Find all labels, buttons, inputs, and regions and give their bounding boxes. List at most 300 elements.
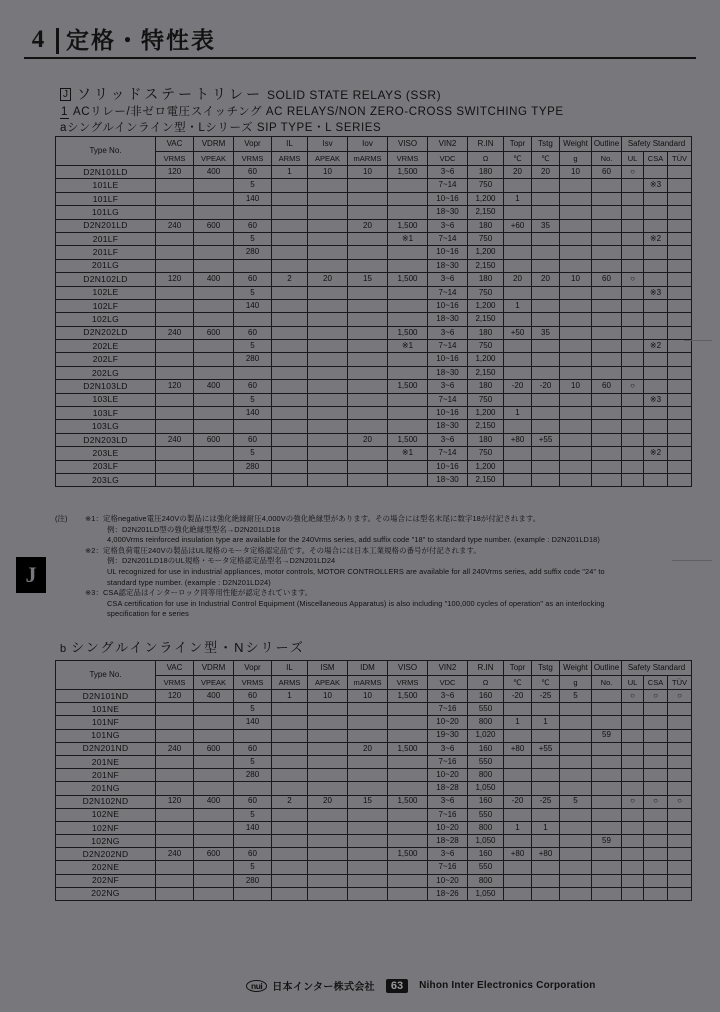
cell-isv: 10 [308,690,348,703]
cell-tstg [532,861,560,874]
cell-vopr: 140 [234,407,272,420]
cell-isv [308,232,348,245]
cell-vac [156,192,194,205]
cell-weight [560,206,592,219]
cell-vac [156,353,194,366]
cell-ul [622,742,644,755]
cell-rin: 1,020 [468,729,504,742]
table-row [56,821,692,834]
cell-csa [644,835,668,848]
cell-weight [560,769,592,782]
cell-weight [560,353,592,366]
cell-viso [388,782,428,795]
cell-weight [560,366,592,379]
cell-topr [504,353,532,366]
unit-viso: VRMS [388,676,428,690]
cell-csa [644,460,668,473]
col-safety-standard: Safety Standard [622,661,692,676]
footnote-line: 例：D2N201LD18のUL規格・モータ定格認定品型名→D2N201LD24 [107,556,336,566]
cell-vdrm [194,447,234,460]
cell-outline: 59 [592,835,622,848]
cell-type: 103LE [56,393,156,406]
cell-outline [592,742,622,755]
cell-isv [308,353,348,366]
cell-ul [622,353,644,366]
cell-outline [592,366,622,379]
cell-weight [560,874,592,887]
cell-csa: ※3 [644,286,668,299]
cell-isv: 20 [308,273,348,286]
cell-il [272,755,308,768]
side-tab-j[interactable] [16,557,46,593]
cell-tstg [532,460,560,473]
cell-weight [560,299,592,312]
table-row [56,326,692,339]
cell-tuv [668,447,692,460]
cell-vopr: 140 [234,299,272,312]
cell-rin: 750 [468,286,504,299]
cell-outline [592,259,622,272]
cell-type: 102LG [56,313,156,326]
page-title: 定格・特性表 [66,27,216,53]
cell-csa [644,273,668,286]
col-viso: VISO [388,137,428,152]
footnote-line: ※2：定格負荷電圧240Vの製品はUL規格のモータ定格認定品です。その場合には日本工業規格の番号が付記されます。 [85,545,481,555]
cell-tstg [532,246,560,259]
cell-iov: 15 [348,273,388,286]
footnote-line: ※3：CSA認定品はインターロック同等用性能が認定されています。 [85,588,313,598]
cell-outline [592,393,622,406]
cell-tuv [668,393,692,406]
side-tab-label: J [25,562,37,587]
cell-weight [560,782,592,795]
cell-il [272,246,308,259]
cell-outline [592,299,622,312]
cell-iov: 20 [348,219,388,232]
cell-viso: 1,500 [388,219,428,232]
cell-isv [308,703,348,716]
cell-topr [504,874,532,887]
cell-vin2: 3~6 [428,219,468,232]
cell-csa [644,259,668,272]
cell-outline [592,420,622,433]
cell-csa [644,755,668,768]
cell-tuv [668,286,692,299]
cell-tuv [668,473,692,486]
cell-viso [388,366,428,379]
cell-iov [348,232,388,245]
cell-vac: 240 [156,219,194,232]
cell-type: 203LF [56,460,156,473]
cell-viso [388,192,428,205]
cell-viso [388,769,428,782]
cell-topr: +80 [504,848,532,861]
cell-vdrm [194,755,234,768]
cell-iov [348,366,388,379]
cell-il: 1 [272,166,308,179]
cell-isv [308,755,348,768]
cell-type: D2N103LD [56,380,156,393]
cell-tuv [668,433,692,446]
cell-iov [348,393,388,406]
cell-topr [504,232,532,245]
cell-vin2: 3~6 [428,848,468,861]
cell-tuv [668,703,692,716]
cell-type: 202NG [56,887,156,900]
cell-type: 202LG [56,366,156,379]
cell-il [272,887,308,900]
table-row [56,299,692,312]
cell-outline [592,353,622,366]
cell-type: D2N201LD [56,219,156,232]
cell-isv [308,259,348,272]
cell-viso: 1,500 [388,848,428,861]
cell-rin: 750 [468,393,504,406]
cell-tstg [532,420,560,433]
cell-vac: 120 [156,273,194,286]
cell-rin: 1,200 [468,353,504,366]
cell-tstg [532,393,560,406]
unit-rin: Ω [468,152,504,166]
cell-isv [308,874,348,887]
cell-rin: 2,150 [468,366,504,379]
cell-iov [348,703,388,716]
cell-tuv [668,273,692,286]
cell-tuv [668,206,692,219]
table-row [56,166,692,179]
col-topr: Topr [504,137,532,152]
cell-ul [622,393,644,406]
cell-iov [348,835,388,848]
col-vdrm: VDRM [194,137,234,152]
cell-iov: 10 [348,166,388,179]
section-marker-j: J [60,88,71,101]
cell-vdrm: 600 [194,848,234,861]
cell-iov [348,259,388,272]
cell-vdrm: 600 [194,326,234,339]
cell-isv [308,447,348,460]
table-row [56,286,692,299]
unit-outline: No. [592,152,622,166]
cell-weight [560,232,592,245]
cell-viso [388,299,428,312]
table-l-series [55,136,692,487]
unit-il: ARMS [272,152,308,166]
unit-ul: UL [622,152,644,166]
cell-vopr: 140 [234,716,272,729]
cell-vin2: 3~6 [428,380,468,393]
cell-weight [560,286,592,299]
cell-outline [592,407,622,420]
unit-vdrm: VPEAK [194,676,234,690]
cell-tstg [532,703,560,716]
cell-csa [644,166,668,179]
cell-weight [560,861,592,874]
cell-viso [388,206,428,219]
cell-vdrm [194,729,234,742]
cell-csa [644,861,668,874]
cell-viso: 1,500 [388,742,428,755]
cell-type: 201NF [56,769,156,782]
unit-vopr: VRMS [234,676,272,690]
cell-vin2: 18~30 [428,366,468,379]
cell-type: D2N101ND [56,690,156,703]
cell-vac [156,460,194,473]
cell-outline [592,782,622,795]
cell-tuv [668,407,692,420]
cell-topr [504,366,532,379]
cell-vopr [234,729,272,742]
cell-iov [348,246,388,259]
cell-outline: 60 [592,273,622,286]
cell-isv: 10 [308,166,348,179]
cell-il [272,286,308,299]
cell-type: 103LG [56,420,156,433]
cell-vopr: 280 [234,769,272,782]
cell-topr [504,286,532,299]
cell-iov [348,874,388,887]
cell-rin: 1,200 [468,192,504,205]
page-footer [0,978,720,1000]
cell-outline [592,219,622,232]
cell-isv [308,848,348,861]
cell-type: 102NG [56,835,156,848]
cell-rin: 550 [468,755,504,768]
cell-viso [388,473,428,486]
col-vdrm: VDRM [194,661,234,676]
cell-tuv [668,232,692,245]
cell-outline [592,179,622,192]
cell-il [272,353,308,366]
cell-iov [348,313,388,326]
cell-viso [388,179,428,192]
cell-viso [388,407,428,420]
table-row [56,246,692,259]
cell-iov [348,716,388,729]
table-row [56,313,692,326]
cell-tstg [532,192,560,205]
cell-weight [560,326,592,339]
cell-outline [592,192,622,205]
cell-outline [592,821,622,834]
cell-ul [622,460,644,473]
cell-viso [388,353,428,366]
col-weight: Weight [560,137,592,152]
cell-iov [348,729,388,742]
cell-isv [308,206,348,219]
cell-viso: ※1 [388,340,428,353]
cell-iov [348,179,388,192]
cell-vin2: 7~16 [428,703,468,716]
cell-vin2: 7~16 [428,755,468,768]
col-iov: Iov [348,137,388,152]
cell-tuv [668,460,692,473]
cell-weight [560,420,592,433]
cell-isv [308,460,348,473]
cell-vdrm [194,473,234,486]
cell-isv [308,887,348,900]
col-vac: VAC [156,661,194,676]
cell-type: 201LF [56,232,156,245]
cell-ul [622,326,644,339]
cell-iov [348,755,388,768]
cell-vac [156,447,194,460]
cell-type: D2N201ND [56,742,156,755]
cell-topr: -20 [504,690,532,703]
cell-viso [388,259,428,272]
cell-ul: ○ [622,166,644,179]
table-row [56,353,692,366]
cell-ul [622,286,644,299]
col-type-no: Type No. [56,137,156,166]
cell-rin: 160 [468,795,504,808]
cell-rin: 180 [468,433,504,446]
cell-ul [622,179,644,192]
cell-tuv [668,179,692,192]
cell-type: 101NE [56,703,156,716]
subsection-marker-a: a [60,122,67,134]
cell-weight [560,246,592,259]
cell-tstg: 1 [532,716,560,729]
cell-topr [504,729,532,742]
cell-ul [622,835,644,848]
cell-outline [592,232,622,245]
unit-weight: g [560,676,592,690]
table-row [56,340,692,353]
table-row [56,206,692,219]
cell-vac [156,703,194,716]
unit-ul: UL [622,676,644,690]
cell-ul [622,433,644,446]
cell-type: 203LG [56,473,156,486]
cell-tuv [668,769,692,782]
cell-topr [504,782,532,795]
unit-iov: mARMS [348,676,388,690]
cell-vdrm [194,299,234,312]
cell-rin: 800 [468,874,504,887]
cell-isv [308,219,348,232]
cell-vac [156,420,194,433]
cell-csa [644,380,668,393]
cell-ul [622,246,644,259]
cell-viso [388,874,428,887]
cell-vin2: 7~14 [428,286,468,299]
cell-iov [348,821,388,834]
cell-il: 2 [272,273,308,286]
cell-topr [504,447,532,460]
cell-rin: 2,150 [468,473,504,486]
subsection-b-heading [60,637,305,656]
cell-tuv [668,259,692,272]
cell-topr [504,460,532,473]
table-row [56,835,692,848]
cell-vac: 120 [156,380,194,393]
unit-tstg: ℃ [532,152,560,166]
cell-vin2: 3~6 [428,742,468,755]
cell-csa [644,353,668,366]
unit-tuv: TÜV [668,152,692,166]
cell-vac [156,835,194,848]
cell-ul [622,219,644,232]
cell-il [272,874,308,887]
table-n-series [55,660,692,901]
cell-vopr: 60 [234,848,272,861]
cell-iov [348,340,388,353]
table-row [56,716,692,729]
unit-iov: mARMS [348,152,388,166]
table-row [56,703,692,716]
cell-tuv [668,380,692,393]
cell-vdrm: 400 [194,690,234,703]
cell-topr [504,755,532,768]
cell-vin2: 10~20 [428,716,468,729]
cell-il [272,835,308,848]
cell-tuv [668,887,692,900]
table-row [56,366,692,379]
cell-vac: 240 [156,742,194,755]
cell-vopr: 60 [234,690,272,703]
col-vopr: Vopr [234,137,272,152]
cell-vopr: 60 [234,166,272,179]
cell-tstg: -25 [532,690,560,703]
cell-vdrm [194,313,234,326]
cell-vin2: 3~6 [428,690,468,703]
notes-label: (注) [55,514,68,523]
cell-topr: 1 [504,192,532,205]
cell-weight: 10 [560,273,592,286]
table-row [56,874,692,887]
table-row [56,473,692,486]
cell-ul [622,447,644,460]
cell-rin: 2,150 [468,259,504,272]
chapter-number: 4 [31,26,45,53]
cell-vin2: 18~28 [428,782,468,795]
cell-csa [644,433,668,446]
cell-tstg [532,887,560,900]
cell-vdrm: 400 [194,273,234,286]
section-ssr-title-en: SOLID STATE RELAYS (SSR) [267,88,442,102]
cell-tstg [532,286,560,299]
table-row [56,259,692,272]
cell-viso [388,861,428,874]
cell-tuv [668,219,692,232]
cell-csa [644,366,668,379]
cell-topr: 20 [504,166,532,179]
col-vin2: VIN2 [428,137,468,152]
cell-vin2: 18~28 [428,835,468,848]
cell-il [272,380,308,393]
unit-tuv: TÜV [668,676,692,690]
cell-vopr [234,473,272,486]
cell-tuv [668,861,692,874]
cell-type: D2N102ND [56,795,156,808]
cell-vin2: 7~14 [428,232,468,245]
subsection-b-text: シングルインライン型・Nシリーズ [71,640,305,655]
cell-vopr: 5 [234,286,272,299]
unit-isv: APEAK [308,676,348,690]
cell-vdrm [194,808,234,821]
cell-il [272,313,308,326]
cell-tstg: -25 [532,795,560,808]
cell-vdrm [194,420,234,433]
cell-tuv [668,313,692,326]
subsection-1-heading [60,103,564,119]
cell-vdrm [194,340,234,353]
cell-vopr [234,420,272,433]
cell-vac [156,861,194,874]
cell-type: 102NE [56,808,156,821]
cell-outline [592,473,622,486]
